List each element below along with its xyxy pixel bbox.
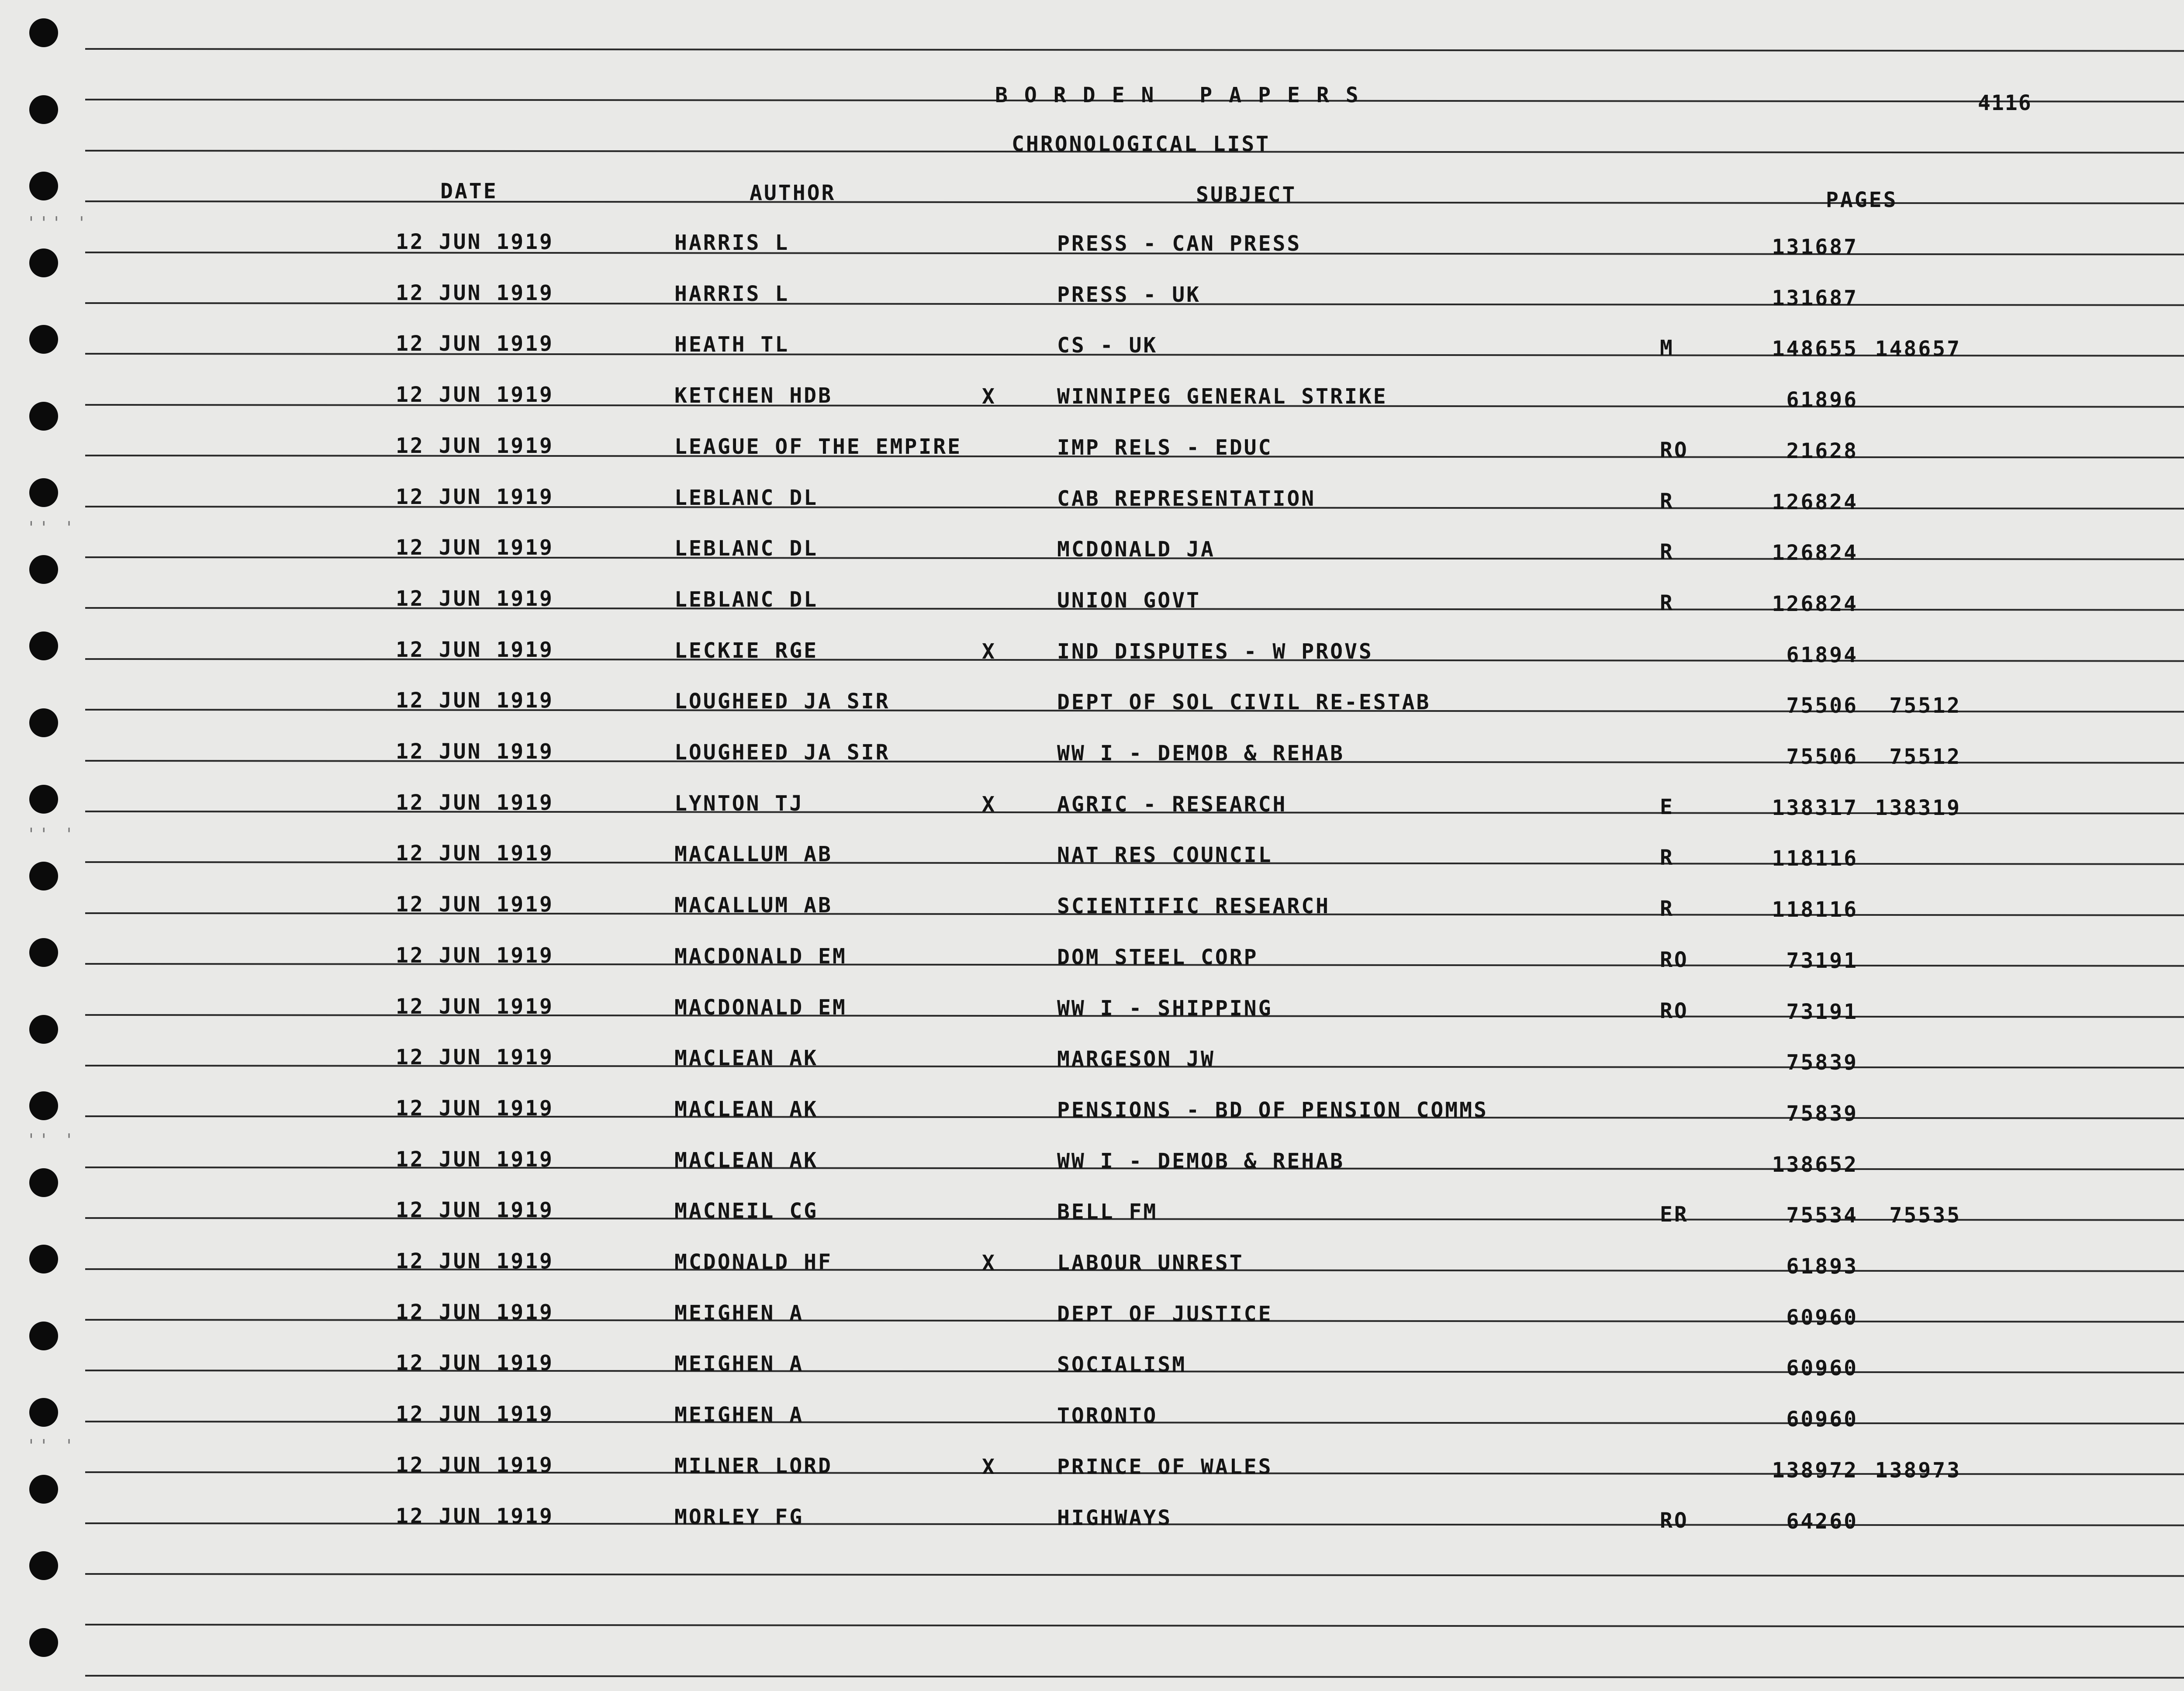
row-page-to: 138319 (1875, 795, 1961, 820)
row-page-from: 73191 (1786, 948, 1858, 973)
row-code: R (1660, 897, 1674, 921)
row-page-from: 75506 (1786, 694, 1858, 718)
row-subject: IND DISPUTES - W PROVS (1057, 639, 1373, 664)
row-author: LOUGHEED JA SIR (674, 740, 890, 765)
row-author: LEBLANC DL (674, 536, 818, 561)
row-date: 12 JUN 1919 (396, 892, 554, 917)
row-page-from: 118116 (1772, 897, 1858, 922)
row-page-from: 138972 (1772, 1458, 1858, 1483)
row-page-from: 75839 (1786, 1050, 1858, 1075)
row-author: MORLEY FG (674, 1505, 804, 1529)
row-date: 12 JUN 1919 (396, 688, 554, 713)
feed-hole (29, 708, 58, 737)
row-page-from: 131687 (1772, 235, 1858, 259)
row-date: 12 JUN 1919 (396, 637, 554, 662)
row-date: 12 JUN 1919 (396, 1198, 554, 1223)
row-author: MACALLUM AB (674, 842, 833, 867)
row-page-from: 131687 (1772, 286, 1858, 311)
row-author: MEIGHEN A (674, 1352, 804, 1377)
row-subject: DEPT OF JUSTICE (1057, 1301, 1273, 1326)
row-date: 12 JUN 1919 (396, 383, 554, 407)
feed-hole (29, 785, 58, 814)
row-flag: X (982, 1454, 996, 1479)
row-subject: UNION GOVT (1057, 588, 1201, 613)
row-subject: WW I - DEMOB & REHAB (1057, 1149, 1344, 1173)
row-subject: CAB REPRESENTATION (1057, 486, 1316, 511)
row-code: R (1660, 489, 1674, 514)
feed-hole (29, 402, 58, 431)
row-date: 12 JUN 1919 (396, 841, 554, 866)
row-code: E (1660, 794, 1674, 819)
row-date: 12 JUN 1919 (396, 484, 554, 509)
feed-hole (29, 1475, 58, 1504)
row-author: MEIGHEN A (674, 1403, 804, 1428)
row-page-from: 60960 (1786, 1356, 1858, 1381)
row-author: LEBLANC DL (674, 485, 818, 510)
feed-hole (29, 325, 58, 354)
row-subject: SOCIALISM (1057, 1353, 1187, 1377)
row-subject: TORONTO (1057, 1404, 1158, 1429)
feed-hole (29, 1091, 58, 1120)
row-page-to: 138973 (1875, 1458, 1961, 1483)
row-date: 12 JUN 1919 (396, 1504, 554, 1529)
feed-hole (29, 18, 58, 47)
row-flag: X (982, 639, 996, 664)
row-code: RO (1660, 998, 1689, 1023)
column-header-subject: SUBJECT (1196, 183, 1297, 207)
ruled-line (85, 1573, 2184, 1577)
row-subject: PRINCE OF WALES (1057, 1454, 1273, 1479)
row-subject: MARGESON JW (1057, 1047, 1215, 1072)
row-page-from: 138652 (1772, 1152, 1858, 1177)
row-date: 12 JUN 1919 (396, 1453, 554, 1477)
row-page-from: 64260 (1786, 1509, 1858, 1534)
feed-hole (29, 478, 58, 507)
row-subject: DOM STEEL CORP (1057, 945, 1258, 970)
column-header-pages: PAGES (1826, 188, 1898, 212)
row-page-from: 61894 (1786, 642, 1858, 667)
feed-hole (29, 1551, 58, 1580)
feed-hole (29, 248, 58, 277)
column-header-date: DATE (440, 179, 498, 204)
document-title: BORDEN PAPERS (995, 83, 1375, 107)
row-subject: WINNIPEG GENERAL STRIKE (1057, 384, 1388, 409)
row-author: LEBLANC DL (674, 587, 818, 612)
row-author: HARRIS L (674, 281, 790, 306)
row-date: 12 JUN 1919 (396, 943, 554, 968)
row-code: ER (1660, 1202, 1689, 1227)
row-page-from: 126824 (1772, 591, 1858, 616)
row-date: 12 JUN 1919 (396, 739, 554, 764)
row-date: 12 JUN 1919 (396, 535, 554, 560)
row-subject: NAT RES COUNCIL (1057, 843, 1273, 868)
feed-hole (29, 938, 58, 967)
row-subject: PRESS - CAN PRESS (1057, 231, 1302, 256)
row-author: MACDONALD EM (674, 995, 847, 1020)
row-page-from: 73191 (1786, 999, 1858, 1024)
row-code: R (1660, 846, 1674, 870)
row-author: LYNTON TJ (674, 791, 804, 816)
page-number: 4116 (1978, 91, 2032, 115)
row-author: MEIGHEN A (674, 1301, 804, 1325)
row-subject: WW I - DEMOB & REHAB (1057, 741, 1344, 766)
row-subject: CS - UK (1057, 333, 1158, 358)
row-page-to: 75512 (1889, 694, 1961, 718)
column-header-author: AUTHOR (750, 181, 836, 205)
ruled-line (85, 48, 2184, 52)
row-subject: MCDONALD JA (1057, 537, 1215, 562)
row-author: MACDONALD EM (674, 944, 847, 969)
row-code: RO (1660, 438, 1689, 462)
row-page-to: 148657 (1875, 337, 1961, 362)
ruled-line (85, 1624, 2184, 1628)
row-date: 12 JUN 1919 (396, 1402, 554, 1427)
row-author: MCDONALD HF (674, 1250, 833, 1274)
row-code: RO (1660, 1508, 1689, 1533)
feed-hole (29, 632, 58, 660)
row-date: 12 JUN 1919 (396, 433, 554, 458)
row-subject: HIGHWAYS (1057, 1505, 1172, 1530)
row-date: 12 JUN 1919 (396, 1351, 554, 1376)
row-date: 12 JUN 1919 (396, 280, 554, 305)
row-page-from: 148655 (1772, 337, 1858, 362)
row-flag: X (982, 792, 996, 817)
row-page-from: 75534 (1786, 1203, 1858, 1228)
row-author: LECKIE RGE (674, 638, 818, 663)
row-page-from: 60960 (1786, 1305, 1858, 1330)
row-subject: LABOUR UNREST (1057, 1251, 1244, 1275)
row-page-to: 75512 (1889, 745, 1961, 769)
row-subject: AGRIC - RESEARCH (1057, 792, 1287, 817)
row-page-from: 75839 (1786, 1101, 1858, 1126)
row-subject: PRESS - UK (1057, 282, 1201, 307)
row-author: MACLEAN AK (674, 1046, 818, 1071)
ruled-line (85, 1675, 2184, 1679)
feed-hole (29, 1245, 58, 1273)
row-author: MACLEAN AK (674, 1097, 818, 1122)
feed-hole (29, 95, 58, 124)
row-date: 12 JUN 1919 (396, 790, 554, 815)
feed-hole (29, 1398, 58, 1427)
row-date: 12 JUN 1919 (396, 994, 554, 1019)
feed-hole (29, 172, 58, 200)
feed-hole (29, 555, 58, 584)
feed-hole (29, 862, 58, 890)
row-page-to: 75535 (1889, 1203, 1961, 1228)
row-page-from: 118116 (1772, 846, 1858, 871)
row-date: 12 JUN 1919 (396, 1147, 554, 1172)
row-author: LOUGHEED JA SIR (674, 689, 890, 714)
row-date: 12 JUN 1919 (396, 331, 554, 356)
feed-hole (29, 1015, 58, 1044)
row-page-from: 61896 (1786, 388, 1858, 413)
row-subject: IMP RELS - EDUC (1057, 435, 1273, 460)
feed-hole (29, 1628, 58, 1657)
row-page-from: 60960 (1786, 1407, 1858, 1432)
row-flag: X (982, 384, 996, 409)
row-page-from: 126824 (1772, 541, 1858, 566)
row-page-from: 75506 (1786, 745, 1858, 769)
row-date: 12 JUN 1919 (396, 586, 554, 611)
row-date: 12 JUN 1919 (396, 1096, 554, 1121)
row-subject: PENSIONS - BD OF PENSION COMMS (1057, 1097, 1488, 1122)
row-author: KETCHEN HDB (674, 383, 833, 408)
row-date: 12 JUN 1919 (396, 230, 554, 254)
row-date: 12 JUN 1919 (396, 1300, 554, 1325)
row-page-from: 138317 (1772, 795, 1858, 820)
document-subtitle: CHRONOLOGICAL LIST (1012, 132, 1271, 156)
row-author: MACNEIL CG (674, 1199, 818, 1224)
feed-hole (29, 1168, 58, 1197)
row-author: MACALLUM AB (674, 893, 833, 918)
row-subject: WW I - SHIPPING (1057, 996, 1273, 1021)
row-date: 12 JUN 1919 (396, 1045, 554, 1070)
row-flag: X (982, 1251, 996, 1275)
edge-perforation-mark: ''' ' (26, 213, 90, 232)
feed-hole (29, 1322, 58, 1350)
row-subject: SCIENTIFIC RESEARCH (1057, 894, 1330, 919)
row-author: LEAGUE OF THE EMPIRE (674, 434, 962, 459)
row-author: MILNER LORD (674, 1453, 833, 1478)
row-author: MACLEAN AK (674, 1148, 818, 1173)
row-code: R (1660, 540, 1674, 565)
row-code: RO (1660, 947, 1689, 972)
row-code: M (1660, 336, 1674, 361)
row-page-from: 21628 (1786, 438, 1858, 463)
edge-perforation-mark: '' ' (26, 1436, 77, 1455)
edge-perforation-mark: '' ' (26, 518, 77, 537)
edge-perforation-mark: '' ' (26, 825, 77, 844)
row-page-from: 61893 (1786, 1254, 1858, 1279)
row-author: HARRIS L (674, 231, 790, 255)
row-page-from: 126824 (1772, 490, 1858, 514)
row-subject: BELL FM (1057, 1200, 1158, 1225)
row-code: R (1660, 590, 1674, 615)
row-author: HEATH TL (674, 332, 790, 357)
row-subject: DEPT OF SOL CIVIL RE-ESTAB (1057, 690, 1431, 715)
row-date: 12 JUN 1919 (396, 1249, 554, 1273)
edge-perforation-mark: '' ' (26, 1130, 77, 1149)
